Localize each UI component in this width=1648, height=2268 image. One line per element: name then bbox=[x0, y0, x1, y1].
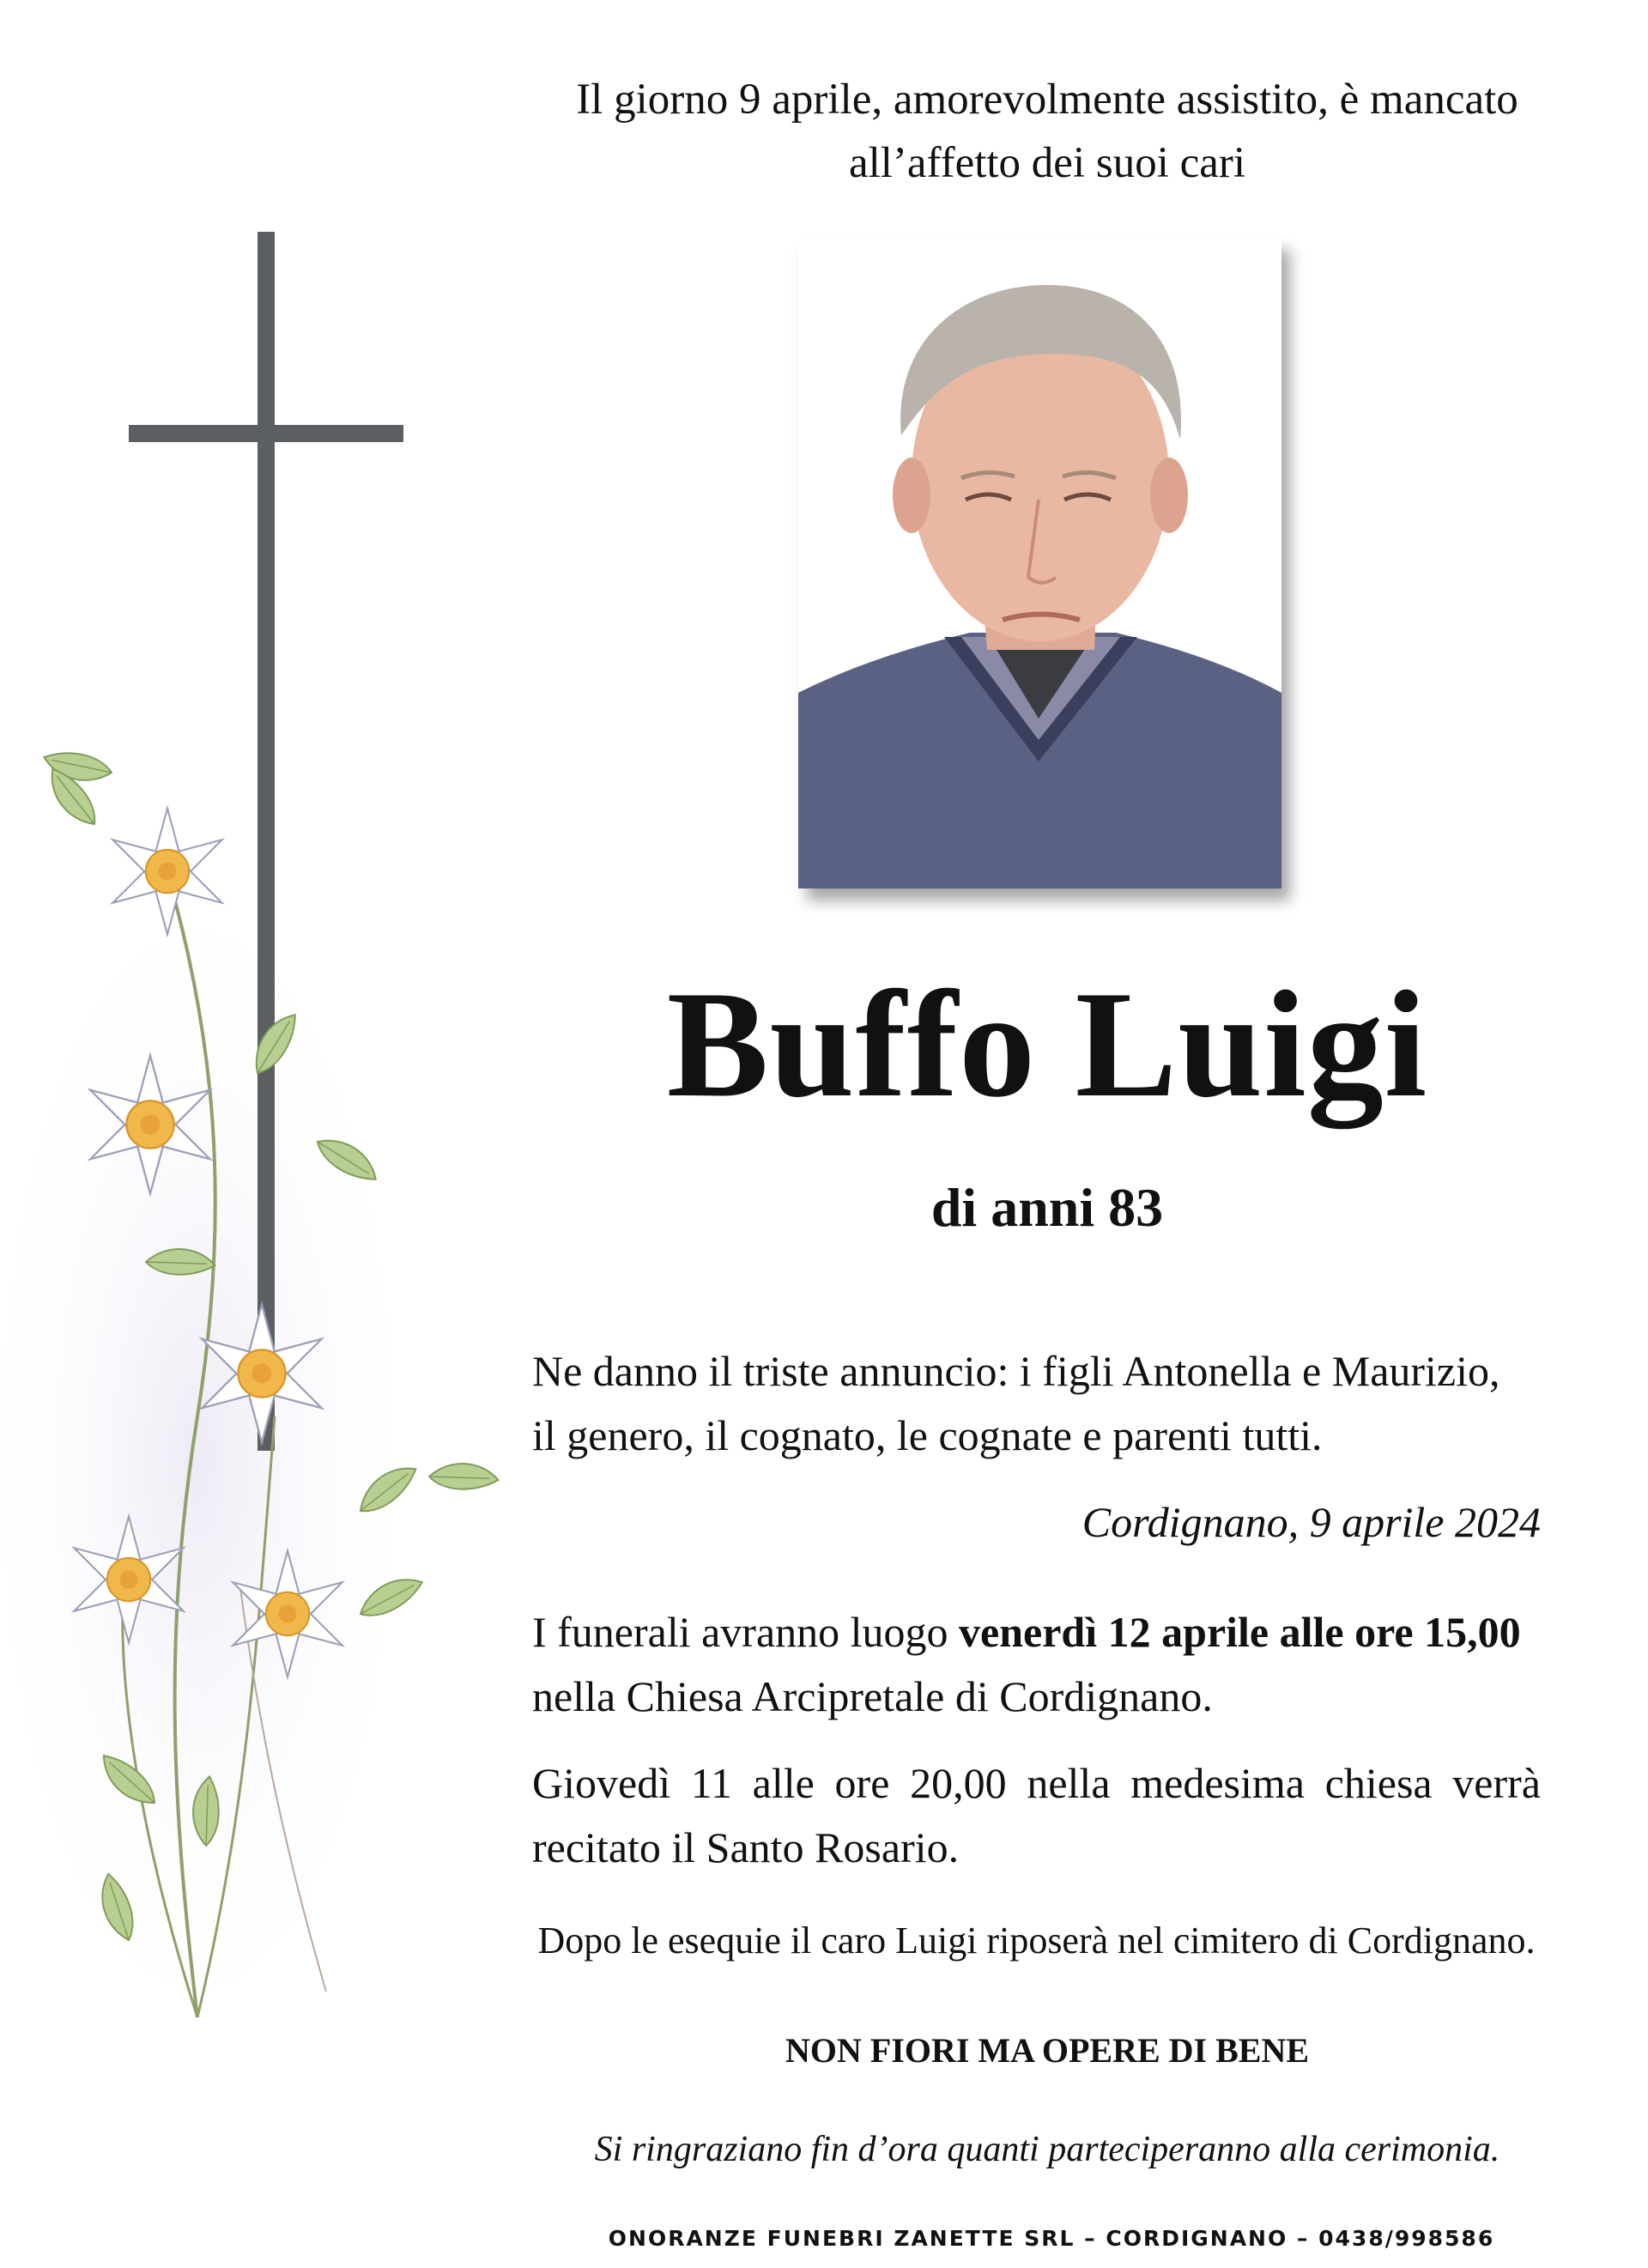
cross-vertical-beam bbox=[258, 232, 275, 1451]
thanks-text: Si ringraziano fin d’ora quanti parteciperanno alla cerimonia. bbox=[594, 2130, 1500, 2169]
rosary-paragraph bbox=[532, 1751, 1541, 1880]
intro-text bbox=[524, 69, 1571, 196]
rosary-line-2: recitato il Santo Rosario. bbox=[532, 1823, 960, 1871]
deceased-name: Buffo Luigi bbox=[666, 959, 1428, 1129]
funeral-paragraph bbox=[532, 1600, 1541, 1729]
burial-text: Dopo le esequie il caro Luigi riposerà nel cimitero di Cordignano. bbox=[537, 1919, 1536, 1962]
rosary-line-1: Giovedì 11 alle ore 20,00 nella medesima chiesa verrà bbox=[532, 1759, 1541, 1807]
funeral-text: I funerali avranno luogo bbox=[532, 1608, 960, 1656]
portrait-photo bbox=[798, 238, 1281, 888]
funeral-home-footer: ONORANZE FUNEBRI ZANETTE SRL – CORDIGNANO – 0438/998586 bbox=[608, 2226, 1495, 2251]
deceased-age: di anni 83 bbox=[930, 1177, 1164, 1238]
announcement-paragraph bbox=[532, 1339, 1541, 1468]
intro-line-2: all’affetto dei suoi cari bbox=[848, 138, 1246, 187]
announcement-line-2: il genero, il cognato, le cognate e parenti tutti. bbox=[532, 1411, 1323, 1459]
cross-horizontal-beam bbox=[129, 425, 403, 442]
portrait-illustration bbox=[798, 238, 1281, 888]
cross-with-flowers-decoration bbox=[0, 0, 549, 2146]
place-and-date: Cordignano, 9 aprile 2024 bbox=[1082, 1498, 1541, 1546]
intro-line-1: Il giorno 9 aprile, amorevolmente assistito, è mancato bbox=[576, 76, 1518, 124]
funeral-location: nella Chiesa Arcipretale di Cordignano. bbox=[532, 1672, 1213, 1720]
funeral-date-time: venerdì 12 aprile alle ore 15,00 bbox=[959, 1608, 1521, 1656]
announcement-line-1: Ne danno il triste annuncio: i figli Antonella e Maurizio, bbox=[532, 1347, 1500, 1395]
no-flowers-notice: NON FIORI MA OPERE DI BENE bbox=[785, 2031, 1310, 2070]
